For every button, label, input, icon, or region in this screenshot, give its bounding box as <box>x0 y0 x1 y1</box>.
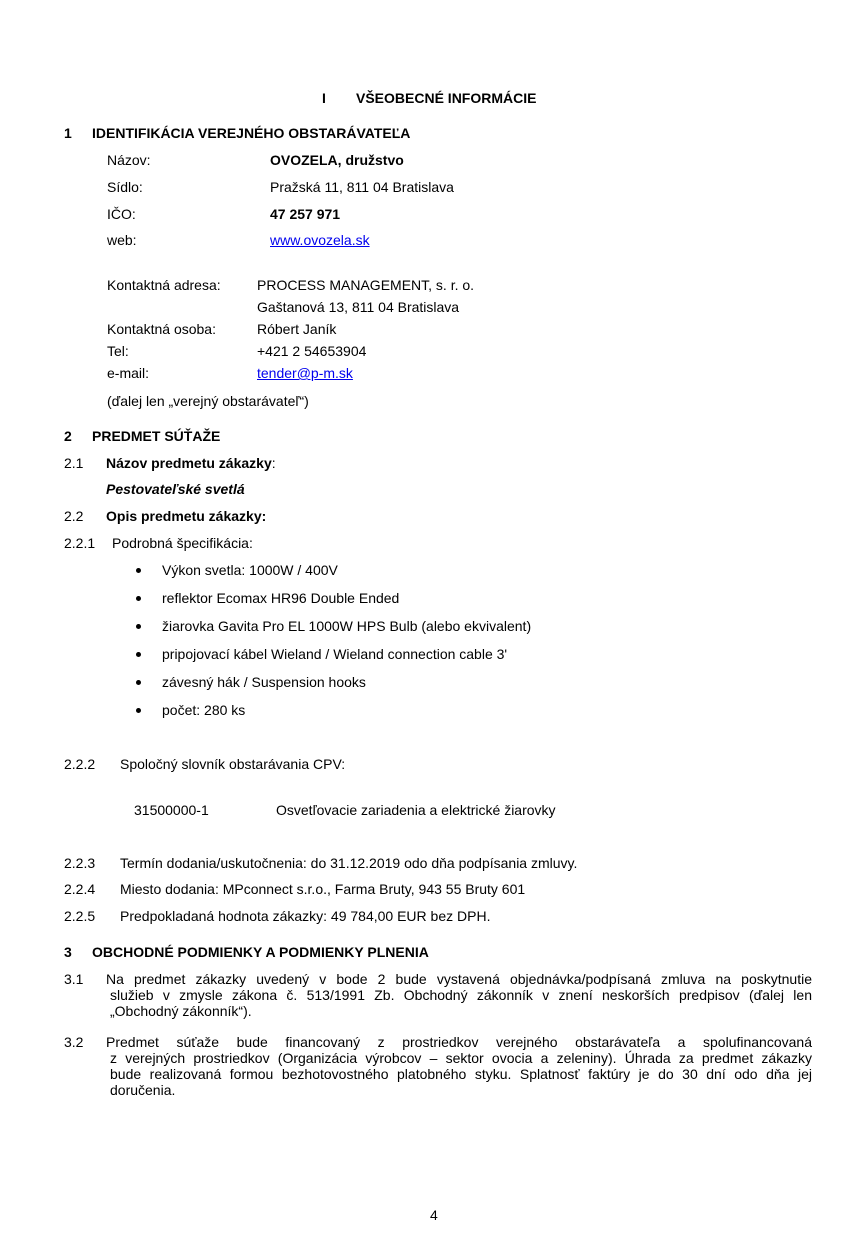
spec-item: žiarovka Gavita Pro EL 1000W HPS Bulb (alebo ekvivalent) <box>162 618 532 634</box>
bullet-icon <box>136 708 141 713</box>
subsection-3-2-number: 3.2 <box>64 1034 84 1050</box>
subsection-2-2-1-label: Podrobná špecifikácia: <box>112 535 253 551</box>
estimated-value: Predpokladaná hodnota zákazky: 49 784,00 EUR bez DPH. <box>120 908 491 924</box>
bullet-icon <box>136 568 141 573</box>
spec-item: reflektor Ecomax HR96 Double Ended <box>162 590 400 606</box>
subsection-3-2-line2: z verejných prostriedkov (Organizácia výrobcov – sektor ovocia a zeleniny). Úhrada za predmet zákazky <box>110 1050 812 1066</box>
bullet-icon <box>136 596 141 601</box>
subsection-2-1-colon: : <box>271 455 276 471</box>
spec-item: Výkon svetla: 1000W / 400V <box>162 562 338 578</box>
delivery-place: Miesto dodania: MPconnect s.r.o., Farma Bruty, 943 55 Bruty 601 <box>120 881 526 897</box>
subsection-2-2-2-label: Spoločný slovník obstarávania CPV: <box>120 756 346 772</box>
contact-address-line1: PROCESS MANAGEMENT, s. r. o. <box>257 277 475 293</box>
contact-email-label: e-mail: <box>107 365 150 381</box>
field-value-seat: Pražská 11, 811 04 Bratislava <box>270 179 454 195</box>
subsection-2-2-3-number: 2.2.3 <box>64 855 96 871</box>
email-link[interactable]: tender@p-m.sk <box>257 365 353 381</box>
subsection-2-2-4-number: 2.2.4 <box>64 881 96 897</box>
delivery-term: Termín dodania/uskutočnenia: do 31.12.2019 odo dňa podpísania zmluvy. <box>120 855 578 871</box>
contact-address-label: Kontaktná adresa: <box>107 277 221 293</box>
subsection-3-1-line3: „Obchodný zákonník“). <box>110 1003 252 1019</box>
subsection-2-2-5-number: 2.2.5 <box>64 908 96 924</box>
field-label-seat: Sídlo: <box>107 179 143 195</box>
subsection-2-1-number: 2.1 <box>64 455 84 471</box>
field-value-ico: 47 257 971 <box>270 206 341 222</box>
contact-phone-value: +421 2 54653904 <box>257 343 367 359</box>
section-3-number: 3 <box>64 944 72 960</box>
section-2-number: 2 <box>64 428 72 444</box>
subsection-3-1-number: 3.1 <box>64 971 84 987</box>
section-1-title: IDENTIFIKÁCIA VEREJNÉHO OBSTARÁVATEĽA <box>92 125 411 141</box>
page-number: 4 <box>430 1207 438 1223</box>
bullet-icon <box>136 652 141 657</box>
section-2-title: PREDMET SÚŤAŽE <box>92 428 221 444</box>
heading-roman-numeral: I <box>322 90 326 106</box>
bullet-icon <box>136 680 141 685</box>
field-label-ico: IČO: <box>107 206 136 222</box>
field-label-name: Názov: <box>107 152 151 168</box>
cpv-code: 31500000-1 <box>134 802 209 818</box>
contact-person-label: Kontaktná osoba: <box>107 321 216 337</box>
spec-item: počet: 280 ks <box>162 702 246 718</box>
subsection-2-1-label <box>106 455 276 471</box>
section-3-title: OBCHODNÉ PODMIENKY A PODMIENKY PLNENIA <box>92 944 429 960</box>
subsection-3-1-line1: Na predmet zákazky uvedený v bode 2 bude vystavená objednávka/podpísaná zmluva na poskytnutie <box>106 971 812 987</box>
cpv-description: Osvetľovacie zariadenia a elektrické žiarovky <box>276 802 556 818</box>
subsection-2-2-label: Opis predmetu zákazky: <box>106 508 267 524</box>
subsection-3-1-line2: služieb v zmysle zákona č. 513/1991 Zb. Obchodný zákonník v znení neskorších predpisov (ďalej len <box>110 987 812 1003</box>
section-1-number: 1 <box>64 125 72 141</box>
spec-item: pripojovací kábel Wieland / Wieland connection cable 3' <box>162 646 508 662</box>
contact-person-value: Róbert Janík <box>257 321 337 337</box>
subsection-2-2-number: 2.2 <box>64 508 84 524</box>
subsection-2-2-2-number: 2.2.2 <box>64 756 96 772</box>
subsection-3-2-line1: Predmet súťaže bude financovaný z prostriedkov verejného obstarávateľa a spolufinancovaná <box>106 1034 812 1050</box>
bullet-icon <box>136 624 141 629</box>
subsection-3-2-line3: bude realizovaná formou bezhotovostného platobného styku. Splatnosť faktúry je do 30 dní odo dňa jej <box>110 1066 812 1082</box>
contract-subject-name: Pestovateľské svetlá <box>106 481 245 497</box>
contact-address-line2: Gaštanová 13, 811 04 Bratislava <box>257 299 460 315</box>
subsection-2-2-1-number: 2.2.1 <box>64 535 96 551</box>
field-label-web: web: <box>107 232 137 248</box>
contact-phone-label: Tel: <box>107 343 129 359</box>
page-title: VŠEOBECNÉ INFORMÁCIE <box>356 90 537 106</box>
spec-item: závesný hák / Suspension hooks <box>162 674 366 690</box>
field-value-name: OVOZELA, družstvo <box>270 152 404 168</box>
buyer-note: (ďalej len „verejný obstarávateľ“) <box>107 393 309 409</box>
subsection-3-2-line4: doručenia. <box>110 1082 176 1098</box>
web-link[interactable]: www.ovozela.sk <box>270 232 370 248</box>
subsection-2-1-label-text: Názov predmetu zákazky <box>106 455 272 471</box>
